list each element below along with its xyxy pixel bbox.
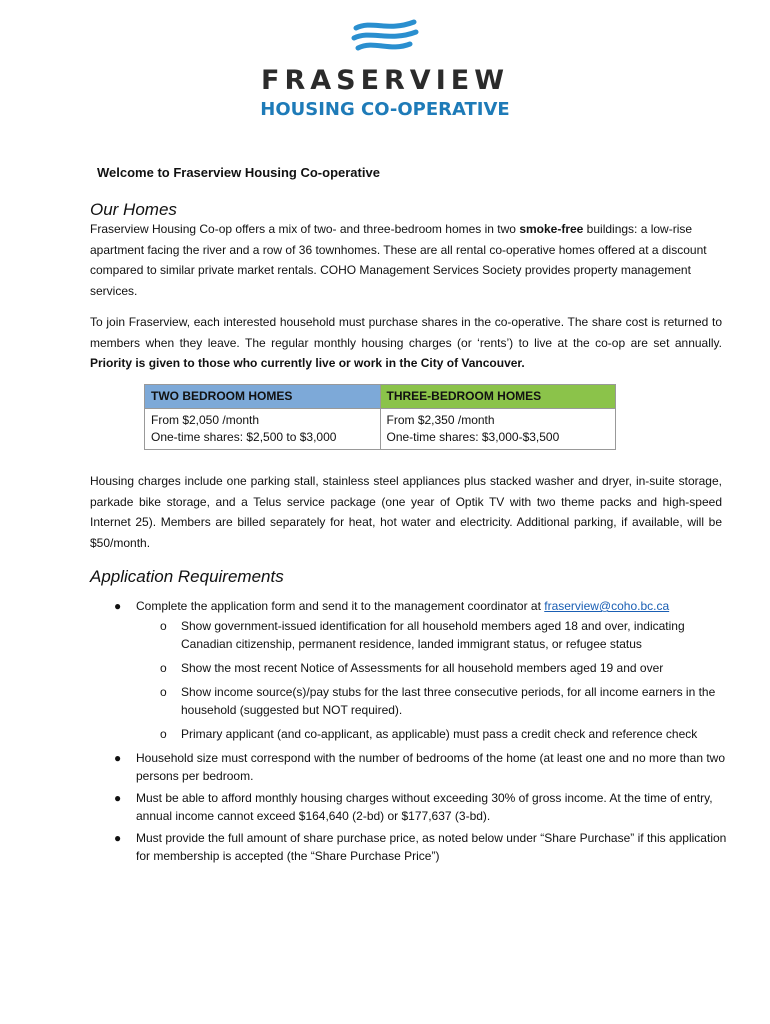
homes-table — [144, 384, 616, 450]
sub-list — [136, 617, 730, 743]
two-bedroom-header: TWO BEDROOM HOMES — [145, 385, 381, 409]
sub2-text: Show the most recent Notice of Assessments for all household members aged 19 and over — [181, 661, 664, 675]
table-row — [145, 409, 616, 450]
three-bedroom-header: THREE-BEDROOM HOMES — [380, 385, 616, 409]
sub-list-item — [136, 683, 730, 719]
circle-bullet-icon: o — [160, 619, 167, 633]
table-header-row — [145, 385, 616, 409]
three-bedroom-shares: One-time shares: $3,000-$3,500 — [386, 430, 560, 444]
bullet-icon: ● — [114, 791, 122, 805]
p2-bold: Priority is given to those who currently live or work in the City of Vancouver. — [90, 356, 525, 370]
our-homes-paragraph-2 — [90, 312, 722, 374]
application-requirements-heading: Application Requirements — [90, 567, 284, 586]
list-item — [90, 789, 730, 825]
item3-text: Must be able to afford monthly housing charges without exceeding 30% of gross income. At the time of entry, annual income cannot exceed $164,640 (2-bd) or $177,637 (3-bd). — [136, 791, 713, 823]
sub3-text: Show income source(s)/pay stubs for the last three consecutive periods, for all income earners in the household (suggested but NOT required). — [181, 685, 716, 717]
bullet-icon: ● — [114, 599, 122, 613]
sub-list-item — [136, 617, 730, 653]
sub-list-item — [136, 725, 730, 743]
wave-logo-icon — [350, 18, 420, 58]
circle-bullet-icon: o — [160, 727, 167, 741]
p1-text-a: Fraserview Housing Co-op offers a mix of two- and three-bedroom homes in two — [90, 222, 520, 236]
two-bedroom-cell — [145, 409, 381, 450]
p1-bold: smoke-free — [519, 222, 584, 236]
p2-text-a: To join Fraserview, each interested household must purchase shares in the co-operative. The share cost is returned to members when they leave. The regular monthly housing charges (or ‘rents’) to live at the co-op are set annually. — [90, 315, 722, 350]
housing-charges-paragraph: Housing charges include one parking stall, stainless steel appliances plus stacked washer and dryer, in-suite storage, parkade bike storage, and a Telus service package (one year of Optik TV with two theme packs and high-speed Internet 25). Members are billed separately for heat, hot water and electricity. Additional parking, if available, will be $50/month. — [90, 474, 722, 550]
item4-text: Must provide the full amount of share purchase price, as noted below under “Share Purchase” if this application for membership is accepted (the “Share Purchase Price”) — [136, 831, 727, 863]
brand-name: FRASERVIEW — [261, 65, 509, 96]
item2-text: Household size must correspond with the number of bedrooms of the home (at least one and no more than two persons per bedroom. — [136, 751, 725, 783]
brand-subtitle: HOUSING CO-OPERATIVE — [260, 99, 510, 120]
our-homes-paragraph-1 — [90, 219, 722, 301]
two-bedroom-price: From $2,050 /month — [151, 413, 260, 427]
list-item — [90, 597, 730, 743]
circle-bullet-icon: o — [160, 661, 167, 675]
three-bedroom-price: From $2,350 /month — [386, 413, 495, 427]
our-homes-heading: Our Homes — [90, 200, 177, 219]
bullet-icon: ● — [114, 831, 122, 845]
sub-list-item — [136, 659, 730, 677]
logo — [0, 18, 770, 121]
three-bedroom-cell — [380, 409, 616, 450]
sub1-text: Show government-issued identification for all household members aged 18 and over, indicating Canadian citizenship, permanent residence, landed immigrant status, or refugee status — [181, 619, 685, 651]
sub4-text: Primary applicant (and co-applicant, as applicable) must pass a credit check and reference check — [181, 727, 698, 741]
email-link[interactable]: fraserview@coho.bc.ca — [544, 599, 670, 613]
welcome-heading: Welcome to Fraserview Housing Co-operative — [97, 165, 380, 180]
two-bedroom-shares: One-time shares: $2,500 to $3,000 — [151, 430, 337, 444]
list-item — [90, 829, 730, 865]
bullet-icon: ● — [114, 751, 122, 765]
p1-text-b: buildings: a low-rise apartment facing the river and a row of 36 townhomes. These are all rental co-operative homes offered at a discount compared to similar private market rentals. COHO Management Services Society provides property management services. — [90, 222, 707, 298]
requirements-list — [90, 597, 730, 869]
circle-bullet-icon: o — [160, 685, 167, 699]
item1-text: Complete the application form and send it to the management coordinator at — [136, 599, 545, 613]
list-item — [90, 749, 730, 785]
